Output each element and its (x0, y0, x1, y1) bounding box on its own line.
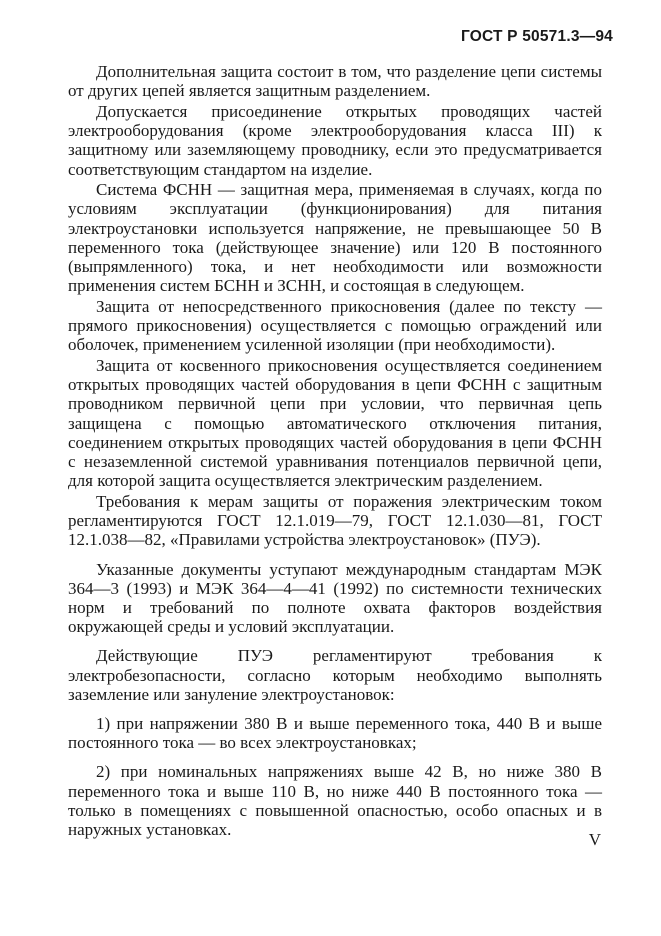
paragraph-indirect-contact: Защита от косвенного прикосновения осуществляется соединением открытых проводящих частей оборудования в цепи ФСНН с защитным проводником первичной цепи при условии, что первичная цепь защищена с помощью автоматического отключения питания, соединением открытых проводящих частей оборудования в цепи ФСНН с незаземленной системой уравнивания потенциалов первичной цепи, для которой защита осуществляется электрическим разделением. (68, 356, 602, 491)
paragraph-requirements: Требования к мерам защиты от поражения электрическим током регламентируются ГОСТ 12.1.019—79, ГОСТ 12.1.030—81, ГОСТ 12.1.038—82, «Правилами устройства электроустановок» (ПУЭ). (68, 491, 602, 550)
paragraph-connection-allowed: Допускается присоединение открытых проводящих частей электрооборудования (кроме электрооборудования класса III) к защитному или заземляющему проводнику, если это предусматривается соответствующим стандартом на изделие. (68, 101, 602, 179)
page-number: V (588, 830, 601, 849)
paragraph-documents: Указанные документы уступают международным стандартам МЭК 364—3 (1993) и МЭК 364—4—41 (1992) по системности технических норм и требований по полноте охвата факторов воздействия окружающей среды и условий эксплуатации. (68, 559, 602, 637)
paragraph-pue: Действующие ПУЭ регламентируют требования к электробезопасности, согласно которым необходимо выполнять заземление или зануление электроустановок: (68, 646, 602, 704)
paragraph-direct-contact: Защита от непосредственного прикосновения (далее по тексту — прямого прикосновения) осуществляется с помощью ограждений или оболочек, применением усиленной изоляции (при необходимости). (68, 296, 602, 355)
list-item-2: 2) при номинальных напряжениях выше 42 В, но ниже 380 В переменного тока и выше 110 В, но ниже 440 В постоянного тока — только в помещениях с повышенной опасностью, особо опасных и в наружных установках. (68, 762, 602, 840)
document-header: ГОСТ Р 50571.3—94 (460, 28, 613, 45)
document-body (68, 62, 602, 841)
paragraph-protective-separation: Дополнительная защита состоит в том, что разделение цепи системы от других цепей является защитным разделением. (68, 62, 602, 101)
paragraph-fsnn-system: Система ФСНН — защитная мера, применяемая в случаях, когда по условиям эксплуатации (функционирования) для питания электроустановки используется напряжение, не превышающее 50 В переменного тока (действующее значение) или 120 В постоянного (выпрямленного) тока, и нет необходимости или возможности применения систем БСНН и ЗСНН, и состоящая в следующем. (68, 180, 602, 296)
list-item-1: 1) при напряжении 380 В и выше переменного тока, 440 В и выше постоянного тока — во всех электроустановках; (68, 714, 602, 753)
